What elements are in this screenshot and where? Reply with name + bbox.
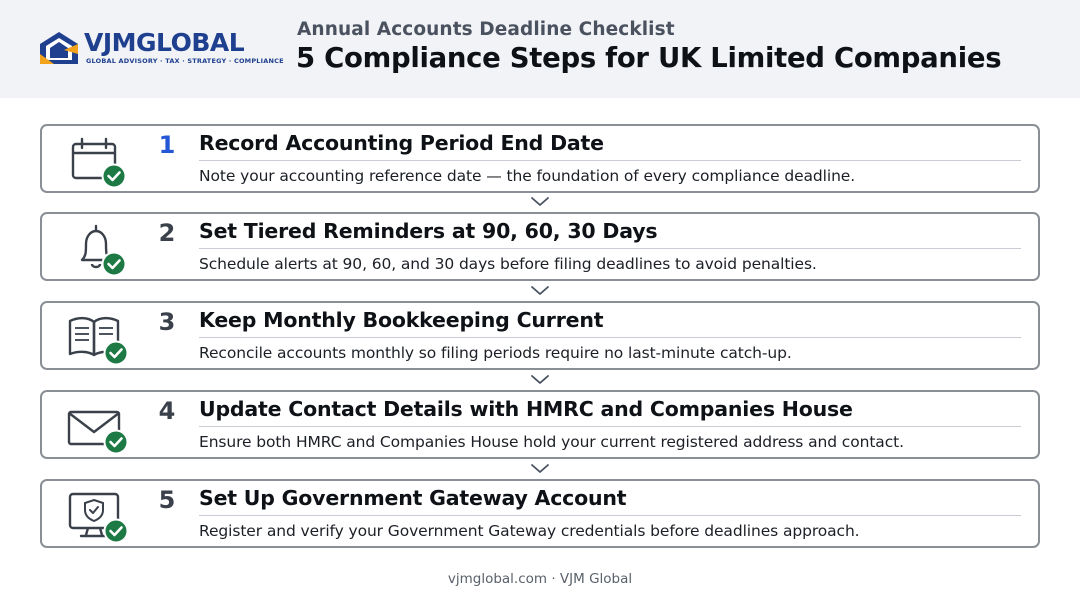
step-number: 4 bbox=[158, 397, 176, 425]
step-card-4 bbox=[40, 390, 1040, 459]
page-title: 5 Compliance Steps for UK Limited Companies bbox=[296, 42, 1002, 74]
step-title: Update Contact Details with HMRC and Companies House bbox=[199, 397, 853, 421]
step-divider bbox=[199, 337, 1021, 338]
step-title: Set Up Government Gateway Account bbox=[199, 486, 627, 510]
header-banner bbox=[0, 0, 1080, 98]
step-divider bbox=[199, 160, 1021, 161]
chevron-down-icon bbox=[529, 196, 551, 208]
step-card-1 bbox=[40, 124, 1040, 193]
chevron-down-icon bbox=[529, 374, 551, 386]
bell-icon bbox=[66, 222, 130, 276]
step-number: 2 bbox=[158, 219, 176, 247]
step-card-2 bbox=[40, 212, 1040, 281]
step-number: 3 bbox=[158, 308, 176, 336]
step-card-5 bbox=[40, 479, 1040, 548]
open-book-icon bbox=[66, 311, 130, 365]
step-description: Reconcile accounts monthly so filing periods require no last-minute catch-up. bbox=[199, 344, 792, 362]
step-description: Register and verify your Government Gateway credentials before deadlines approach. bbox=[199, 522, 860, 540]
vjm-global-logo bbox=[38, 28, 284, 68]
step-title: Keep Monthly Bookkeeping Current bbox=[199, 308, 604, 332]
step-divider bbox=[199, 426, 1021, 427]
step-divider bbox=[199, 515, 1021, 516]
logo-wordmark: VJMGLOBAL bbox=[84, 28, 245, 57]
secure-monitor-icon bbox=[66, 489, 130, 543]
step-divider bbox=[199, 248, 1021, 249]
step-card-3 bbox=[40, 301, 1040, 370]
step-title: Record Accounting Period End Date bbox=[199, 131, 604, 155]
logo-tagline: GLOBAL ADVISORY · TAX · STRATEGY · COMPLIANCE bbox=[86, 57, 284, 65]
page-kicker: Annual Accounts Deadline Checklist bbox=[297, 19, 675, 40]
footer-credit: vjmglobal.com · VJM Global bbox=[447, 571, 633, 587]
step-description: Schedule alerts at 90, 60, and 30 days before filing deadlines to avoid penalties. bbox=[199, 255, 817, 273]
envelope-icon bbox=[66, 400, 130, 454]
chevron-down-icon bbox=[529, 285, 551, 297]
step-description: Note your accounting reference date — the foundation of every compliance deadline. bbox=[199, 167, 856, 185]
step-number: 5 bbox=[158, 486, 176, 514]
step-number: 1 bbox=[158, 131, 176, 159]
step-description: Ensure both HMRC and Companies House hold your current registered address and contact. bbox=[199, 433, 904, 451]
step-title: Set Tiered Reminders at 90, 60, 30 Days bbox=[199, 219, 658, 243]
logo-house-icon bbox=[38, 30, 80, 66]
chevron-down-icon bbox=[529, 463, 551, 475]
calendar-icon bbox=[66, 134, 130, 188]
